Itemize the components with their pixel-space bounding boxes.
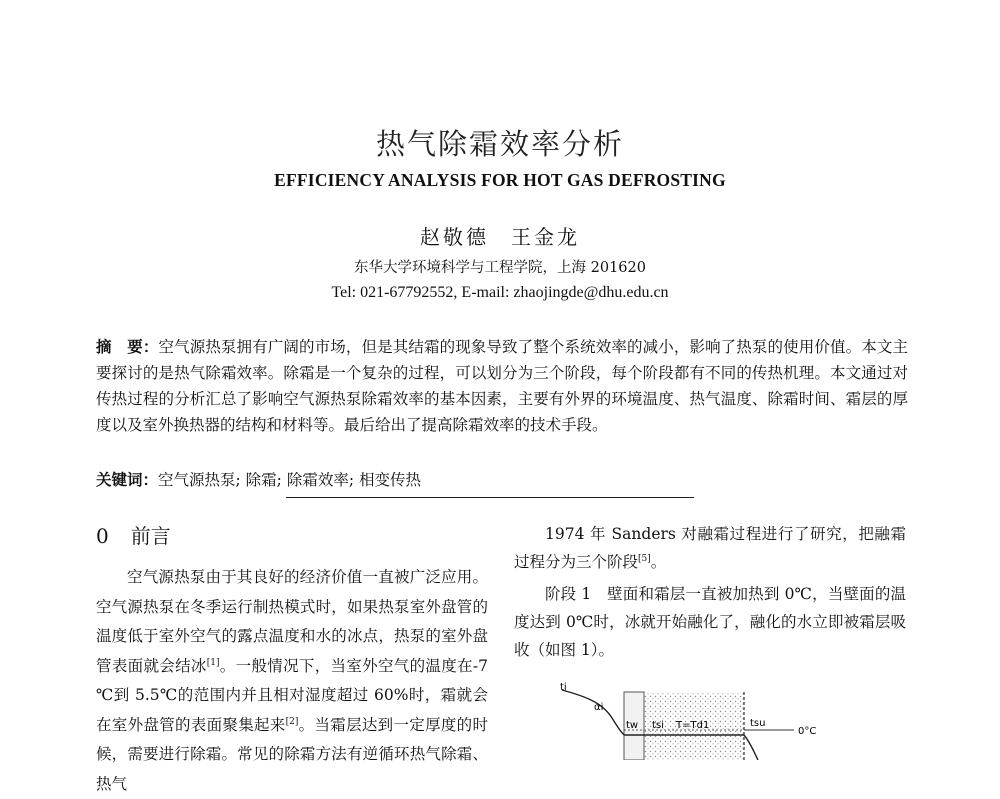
figure-1-defrost-stage xyxy=(554,680,854,760)
label-zero-degree: 0°C xyxy=(798,726,817,737)
section-divider xyxy=(286,497,694,498)
citation-5: [5] xyxy=(638,553,651,564)
sanders-text-b: 。 xyxy=(650,553,667,571)
keywords xyxy=(96,468,908,490)
intro-paragraph xyxy=(96,563,488,799)
temperature-profile xyxy=(562,690,624,735)
label-equation: T=Td1 xyxy=(676,720,710,731)
temperature-drop xyxy=(744,735,758,760)
section-title: 前言 xyxy=(130,524,171,548)
section-number: 0 xyxy=(96,524,109,548)
sanders-text-a: 1974 年 Sanders 对融霜过程进行了研究，把融霜过程分为三个阶段 xyxy=(514,525,906,571)
section-heading xyxy=(96,520,171,549)
intro-text-c: 。当霜层达到一定厚度的时候，需要进行除霜。常见的除霜方法有逆循环热气除霜、热气 xyxy=(96,715,488,793)
stage-1-paragraph: 阶段 1 壁面和霜层一直被加热到 0℃，当壁面的温度达到 0℃时，冰就开始融化了，融化的水立即被霜层吸收（如图 1）。 xyxy=(514,585,906,659)
author-1: 赵敬德 xyxy=(420,225,489,249)
sanders-paragraph xyxy=(514,520,906,576)
authors xyxy=(0,221,1000,250)
abstract xyxy=(96,334,908,438)
abstract-label: 摘 要： xyxy=(96,337,159,356)
citation-1: [1] xyxy=(206,657,220,668)
citation-2: [2] xyxy=(285,716,299,727)
keywords-label: 关键词： xyxy=(96,470,159,489)
author-2: 王金龙 xyxy=(511,225,580,249)
keywords-text: 空气源热泵; 除霜; 除霜效率; 相变传热 xyxy=(158,471,421,489)
paper-title-chinese: 热气除霜效率分析 xyxy=(375,127,624,161)
affiliation: 东华大学环境科学与工程学院，上海 201620 xyxy=(354,260,646,276)
left-column xyxy=(96,563,488,799)
abstract-text: 空气源热泵拥有广阔的市场，但是其结霜的现象导致了整个系统效率的减小，影响了热泵的使用价值。本文主要探讨的是热气除霜效率。除霜是一个复杂的过程，可以划分为三个阶段，每个阶段都有不同的传热机理。本文通过对传热过程的分析汇总了影响空气源热泵除霜效率的基本因素，主要有外界的环境温度、热气温度、除霜时间、霜层的厚度以及室外换热器的结构和材料等。最后给出了提高除霜效率的技术手段。 xyxy=(96,338,908,434)
intro-text-b: 。一般情况下，当室外空气的温度在-7 ℃到 5.5℃的范围内并且相对湿度超过 60%时，霜就会在室外盘管的表面聚集起来 xyxy=(96,656,488,734)
label-tsu: tsu xyxy=(750,718,766,729)
contact-info: Tel: 021-67792552, E-mail: zhaojingde@dhu.edu.cn xyxy=(331,284,669,301)
paper-title-english: EFFICIENCY ANALYSIS FOR HOT GAS DEFROSTING xyxy=(274,170,726,190)
label-tw: tw xyxy=(626,720,639,731)
right-column xyxy=(514,520,906,668)
intro-text-a: 空气源热泵由于其良好的经济价值一直被广泛应用。空气源热泵在冬季运行制热模式时，如果热泵室外盘管的温度低于室外空气的露点温度和水的冰点，热泵的室外盘管表面就会结冰 xyxy=(96,568,488,675)
label-ti: ti xyxy=(560,682,567,693)
label-tsi: tsi xyxy=(652,720,664,731)
label-ai: αi xyxy=(594,702,604,713)
